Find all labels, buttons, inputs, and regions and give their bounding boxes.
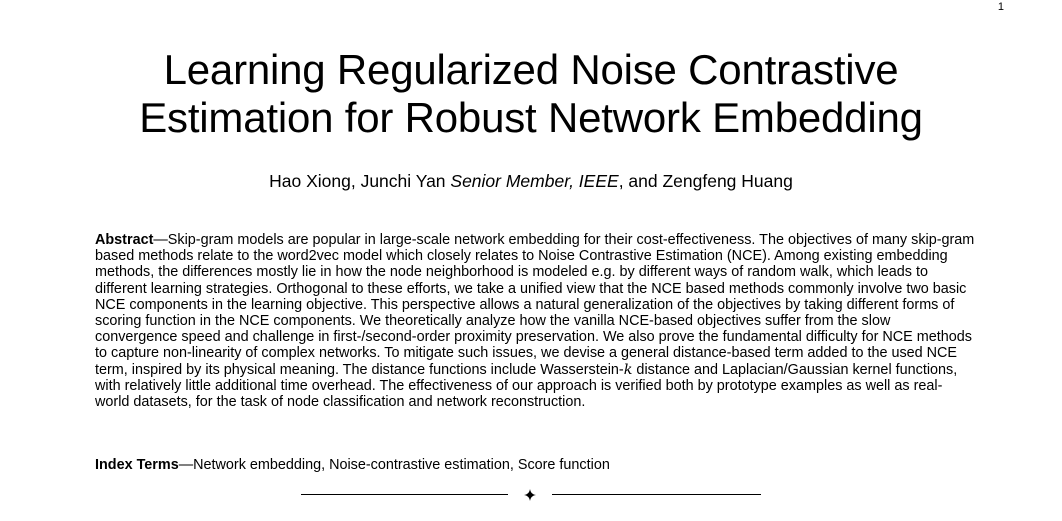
author-list [0, 170, 1062, 192]
authors-names-end: , and Zengfeng Huang [618, 171, 793, 191]
divider-line-left [301, 494, 508, 495]
page-number: 1 [997, 1, 1004, 13]
section-divider [301, 486, 761, 502]
abstract [95, 232, 975, 410]
diamond-star-icon [524, 489, 536, 501]
title-line-1: Learning Regularized Noise Contrastive [163, 46, 899, 93]
authors-names: Hao Xiong, Junchi Yan [269, 171, 451, 191]
math-symbol-k: k [623, 361, 633, 378]
index-terms-heading: Index Terms [95, 457, 179, 473]
abstract-body-1: —Skip-gram models are popular in large-scale network embedding for their cost-effectiveness. The objectives of many skip-gram based methods relate to the word2vec model which closely relates to Noise Contrastive Estimation (NCE). Among existing embedding methods, the differences mostly lie in how the node neighborhood is modeled e.g. by different ways of random walk, which leads to different learning strategies. Orthogonal to these efforts, we take a unified view that the NCE based methods commonly involve two basic NCE components in the learning objective. This perspective allows a natural generalization of the objectives by taking different forms of scoring function in the NCE components. We theoretically analyze how the vanilla NCE-based objectives suffer from the slow convergence speed and challenge in first-/second-order proximity preservation. We also prove the fundamental difficulty for NCE methods to capture non-linearity of complex networks. To mitigate such issues, we devise a general distance-based term added to the used NCE term, inspired by its physical meaning. The distance functions include Wasserstein- [95, 232, 975, 378]
paper-title [0, 46, 1062, 142]
divider-line-right [552, 494, 761, 495]
index-terms-body: —Network embedding, Noise-contrastive estimation, Score function [178, 457, 610, 473]
index-terms [95, 457, 975, 474]
abstract-body-2: distance and Laplacian/Gaussian kernel functions, with relatively little additional time overhead. The effectiveness of our approach is verified both by prototype examples as well as real-world datasets, for the task of node classification and network reconstruction. [95, 361, 958, 411]
authors-affiliation: Senior Member, IEEE [450, 171, 619, 191]
title-line-2: Estimation for Robust Network Embedding [139, 94, 923, 141]
abstract-heading: Abstract [95, 232, 154, 248]
